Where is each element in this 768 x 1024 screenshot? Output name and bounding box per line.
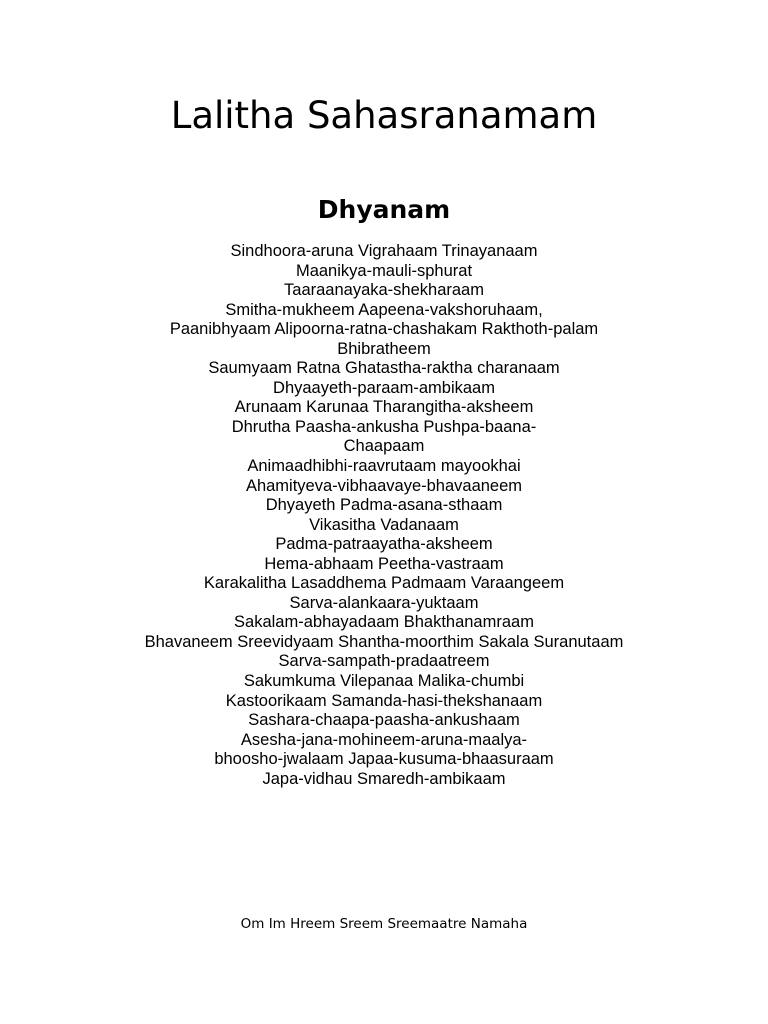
document-title: Lalitha Sahasranamam bbox=[170, 94, 598, 137]
verse-line: Sarva-sampath-pradaatreem bbox=[278, 652, 490, 671]
verse-line: Dhyayeth Padma-asana-sthaam bbox=[265, 496, 503, 515]
verse-line: Chaapaam bbox=[343, 437, 425, 456]
verse-line: Bhavaneem Sreevidyaam Shantha-moorthim Sakala Suranutaam bbox=[144, 632, 624, 651]
verse-line: Taaraanayaka-shekharaam bbox=[284, 281, 484, 300]
verse-line: Asesha-jana-mohineem-aruna-maalya- bbox=[240, 730, 528, 749]
closing-mantra: Om Im Hreem Sreem Sreemaatre Namaha bbox=[240, 916, 528, 932]
verse-block bbox=[0, 242, 768, 789]
verse-line: Japa-vidhau Smaredh-ambikaam bbox=[262, 769, 506, 788]
verse-line: Sashara-chaapa-paasha-ankushaam bbox=[248, 711, 520, 730]
verse-line: Animaadhibhi-raavrutaam mayookhai bbox=[247, 457, 521, 476]
verse-line: Sindhoora-aruna Vigrahaam Trinayanaam bbox=[230, 242, 538, 260]
verse-line: Bhibratheem bbox=[337, 339, 431, 358]
verse-line: Dhrutha Paasha-ankusha Pushpa-baana- bbox=[231, 417, 537, 436]
verse-line: Karakalitha Lasaddhema Padmaam Varaangeem bbox=[203, 574, 565, 593]
verse-line: Sarva-alankaara-yuktaam bbox=[289, 593, 479, 612]
verse-line: Kastoorikaam Samanda-hasi-thekshanaam bbox=[225, 691, 543, 710]
verse-line: Padma-patraayatha-aksheem bbox=[275, 535, 493, 554]
verse-line: Ahamityeva-vibhaavaye-bhavaaneem bbox=[245, 476, 523, 495]
verse-line: Dhyaayeth-paraam-ambikaam bbox=[273, 378, 495, 397]
verse-line: Sakumkuma Vilepanaa Malika-chumbi bbox=[243, 672, 525, 691]
verse-line: Maanikya-mauli-sphurat bbox=[295, 261, 473, 280]
verse-line: Smitha-mukheem Aapeena-vakshoruhaam, bbox=[225, 300, 543, 319]
verse-line: Hema-abhaam Peetha-vastraam bbox=[264, 554, 504, 573]
section-heading: Dhyanam bbox=[317, 195, 451, 224]
verse-line: Paanibhyaam Alipoorna-ratna-chashakam Rakthoth-palam bbox=[169, 320, 599, 339]
verse-line: Sakalam-abhayadaam Bhakthanamraam bbox=[234, 613, 534, 632]
verse-line: Saumyaam Ratna Ghatastha-raktha charanaam bbox=[208, 359, 560, 378]
verse-line: Vikasitha Vadanaam bbox=[309, 515, 459, 534]
verse-line: Arunaam Karunaa Tharangitha-aksheem bbox=[234, 398, 534, 417]
verse-line: bhoosho-jwalaam Japaa-kusuma-bhaasuraam bbox=[214, 750, 554, 769]
